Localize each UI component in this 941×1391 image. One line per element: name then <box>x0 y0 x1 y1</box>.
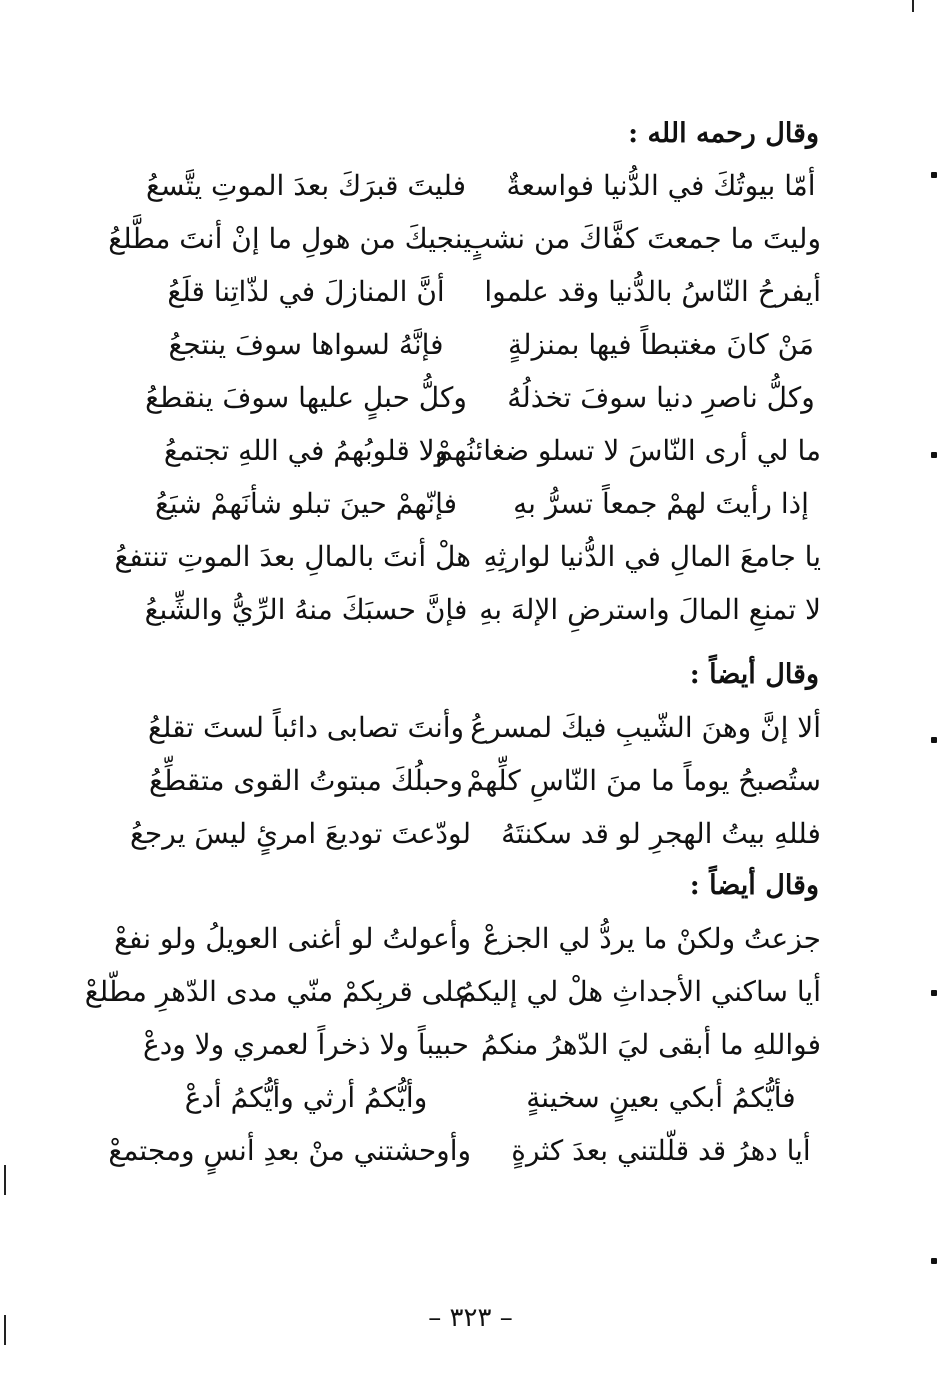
verse <box>0 268 941 321</box>
verse-second-hemistich: فإنَّ حسبَكَ منهُ الرِّيُّ والشِّبعُ <box>144 593 468 626</box>
scan-edge-line <box>4 1315 6 1345</box>
verse-first-hemistich: لا تمنعِ المالَ واسترضِ الإلهَ بهِ <box>479 593 821 626</box>
verse <box>0 810 941 863</box>
verse <box>0 757 941 810</box>
verse-second-hemistich: حبيباً ولا ذخراً لعمري ولا ودعْ <box>143 1028 469 1061</box>
verse-second-hemistich: أنَّ المنازلَ في لذّاتِنا قلَعُ <box>167 275 445 308</box>
verse <box>0 215 941 268</box>
verse-second-hemistich: فليتَ قبرَكَ بعدَ الموتِ يتَّسعُ <box>145 169 466 202</box>
verse <box>0 704 941 757</box>
verse-first-hemistich: ألا إنَّ وهنَ الشّيبِ فيكَ لمسرعُ <box>470 711 821 744</box>
verse-second-hemistich: لودّعتَ توديعَ امرئٍ ليسَ يرجعُ <box>130 817 471 850</box>
verse-first-hemistich: فأيُّكمُ أبكي بعينٍ سخينةٍ <box>526 1081 796 1114</box>
verse-first-hemistich: وليتَ ما جمعتَ كفَّاكَ من نشبٍ <box>464 222 821 255</box>
verse <box>0 162 941 215</box>
verse-first-hemistich: أيا ساكني الأجداثِ هلْ لي إليكمُ <box>458 975 821 1008</box>
poem-stanza <box>0 915 941 1180</box>
verse <box>0 533 941 586</box>
verse-first-hemistich: مَنْ كانَ مغتبطاً فيها بمنزلةٍ <box>508 328 814 361</box>
verse-first-hemistich: فواللهِ ما أبقى ليَ الدّهرُ منكمُ <box>480 1028 821 1061</box>
poem-heading: وقال أيضاً : <box>689 870 819 901</box>
verse-first-hemistich: فللهِ بيتُ الهجرِ لو قد سكنتَهُ <box>501 817 821 850</box>
verse-second-hemistich: ولا قلوبُهمُ في اللهِ تجتمعُ <box>163 434 449 467</box>
verse-second-hemistich: وأنتَ تصابى دائباً لستَ تقلعُ <box>147 711 465 744</box>
verse-first-hemistich: جزعتُ ولكنْ ما يردُّ لي الجزعْ <box>483 922 821 955</box>
page-number: – ٣٢٣ – <box>428 1303 513 1333</box>
verse <box>0 374 941 427</box>
scan-margin-mark <box>931 452 937 458</box>
verse <box>0 1127 941 1180</box>
verse <box>0 1074 941 1127</box>
verse-first-hemistich: يا جامعَ المالِ في الدُّنيا لوارثِهِ <box>483 540 821 573</box>
scan-margin-mark <box>931 737 937 743</box>
verse-second-hemistich: ينجيكَ من هولِ ما إنْ أنتَ مطَّلعُ <box>108 222 471 255</box>
scan-margin-mark <box>931 1258 937 1264</box>
scan-margin-mark <box>931 172 937 178</box>
verse <box>0 480 941 533</box>
poem-stanza <box>0 162 941 639</box>
verse-first-hemistich: أيا دهرُ قد قلّلتني بعدَ كثرةٍ <box>511 1134 811 1167</box>
scan-edge-line <box>4 1165 6 1195</box>
verse-first-hemistich: ستُصبحُ يوماً ما منَ النّاسِ كلِّهمْ <box>466 764 821 797</box>
verse <box>0 1021 941 1074</box>
verse-second-hemistich: وحبلُكَ مبتوتُ القوى متقطِّعُ <box>149 764 463 797</box>
verse-second-hemistich: هلْ أنتَ بالمالِ بعدَ الموتِ تنتفعُ <box>114 540 471 573</box>
scan-margin-mark <box>931 990 937 996</box>
poem-stanza <box>0 704 941 863</box>
verse-first-hemistich: ما لي أرى النّاسَ لا تسلو ضغائنُهمْ <box>435 434 821 467</box>
verse-first-hemistich: إذا رأيتَ لهمْ جمعاً تسرُّ بهِ <box>513 487 809 520</box>
poem-heading: وقال رحمه الله : <box>628 118 819 149</box>
verse <box>0 427 941 480</box>
verse-second-hemistich: وأعولتُ لو أغنى العويلُ ولو نفعْ <box>114 922 471 955</box>
verse <box>0 915 941 968</box>
verse <box>0 586 941 639</box>
verse-second-hemistich: وكلُّ حبلٍ عليها سوفَ ينقطعُ <box>145 381 467 414</box>
verse-first-hemistich: أيفرحُ النّاسُ بالدُّنيا وقد علموا <box>484 275 821 308</box>
verse-first-hemistich: أمّا بيوتُكَ في الدُّنيا فواسعةٌ <box>506 169 816 202</box>
verse-second-hemistich: فإنّهمْ حينَ تبلو شأنَهمْ شيَعُ <box>154 487 458 520</box>
verse <box>0 321 941 374</box>
poem-heading: وقال أيضاً : <box>689 659 819 690</box>
verse-second-hemistich: وأوحشتني منْ بعدِ أنسٍ ومجتمعْ <box>108 1134 471 1167</box>
verse-second-hemistich: فإنَّهُ لسواها سوفَ ينتجعُ <box>168 328 444 361</box>
verse-second-hemistich: وأيُّكمُ أرثي وأيُّكمُ أدعْ <box>184 1081 428 1114</box>
verse <box>0 968 941 1021</box>
scan-edge-line <box>912 0 914 12</box>
verse-second-hemistich: على قربِكمْ منّي مدى الدّهرِ مطّلعْ <box>84 975 471 1008</box>
verse-first-hemistich: وكلُّ ناصرِ دنيا سوفَ تخذلُهُ <box>507 381 815 414</box>
